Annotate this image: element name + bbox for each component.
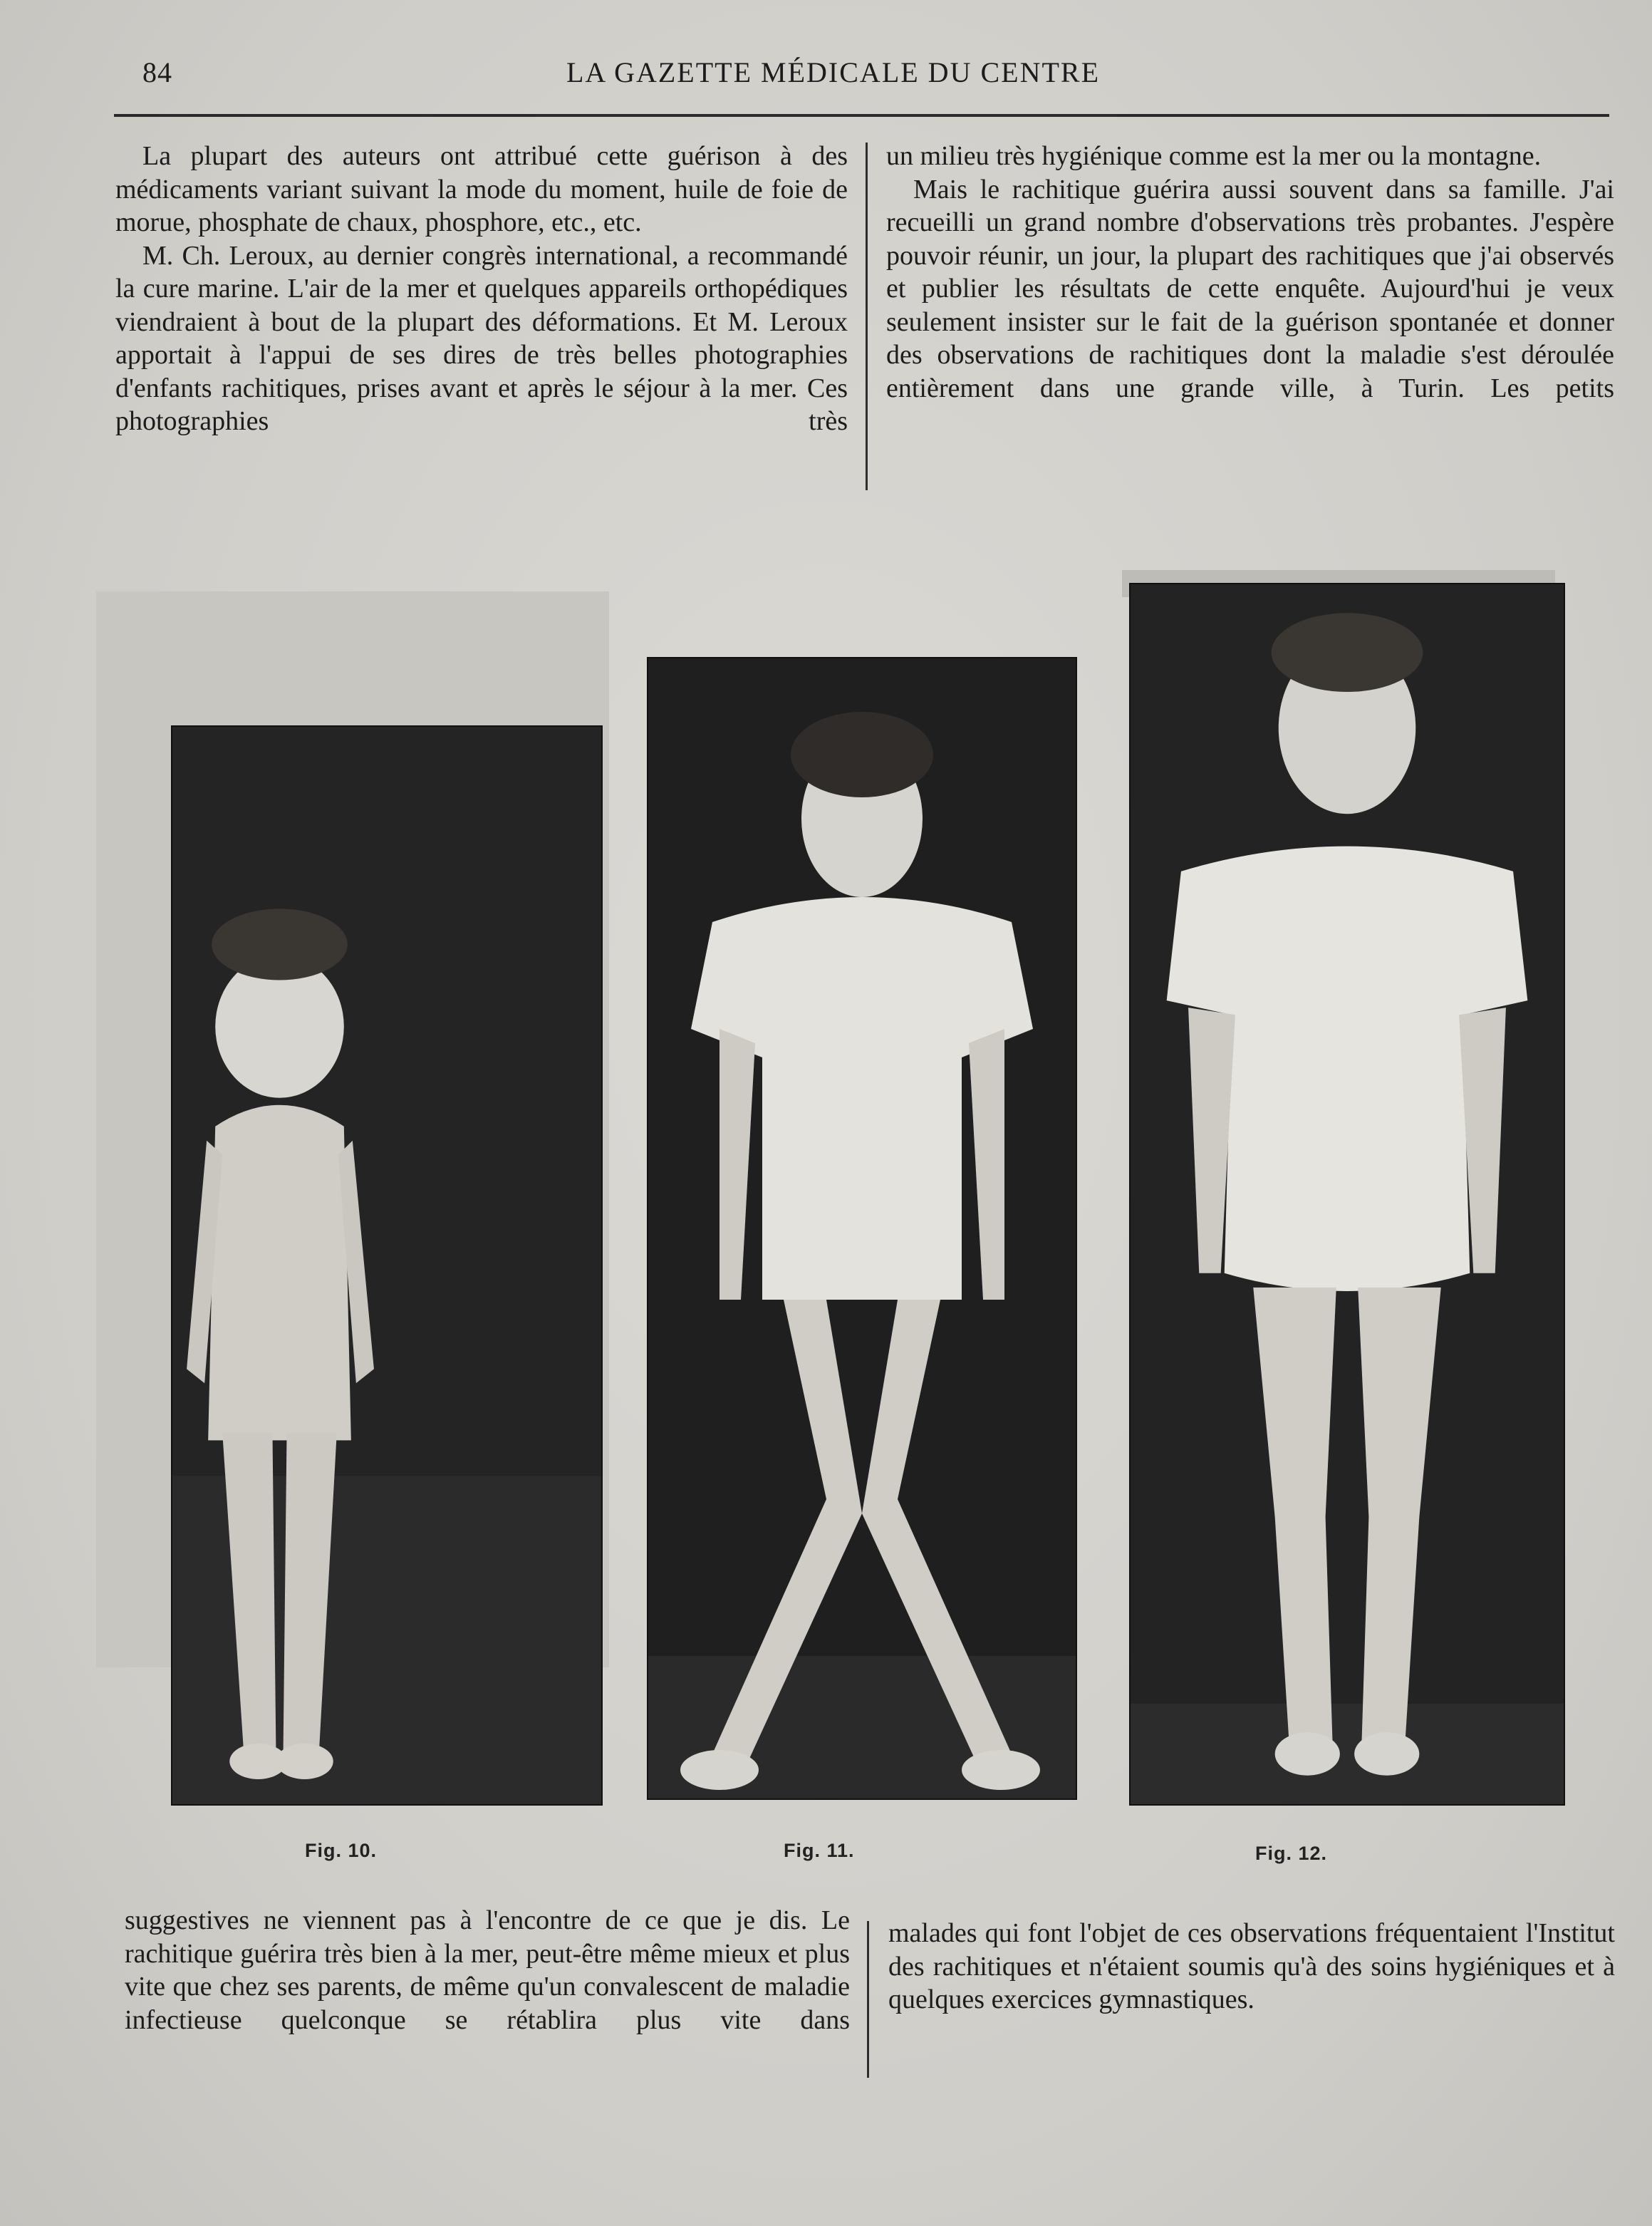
paragraph: suggestives ne viennent pas à l'encontre de ce que je dis. Le rachitique guérira très bien à la mer, peut-être même mieux et plus vite que chez ses parents, de même qu'un convalescent de maladie infectieuse quelconque se rétablira plus vite dans xyxy=(125,1905,850,2035)
bottom-left-column xyxy=(125,1904,850,2036)
paragraph: Mais le rachitique guérira aussi souvent dans sa famille. J'ai recueilli un grand nombre d'observations très probantes. J'espère pouvoir réunir, un jour, la plupart des rachitiques que j'ai observés et publier les résultats de cette enquête. Aujourd'hui je veux seulement insister sur le fait de la guérison spontanée et donner des observations de rachitiques dont la maladie s'est déroulée entièrement dans une grande ville, à Turin. Les petits xyxy=(886,174,1614,403)
top-left-column xyxy=(115,140,848,438)
top-right-column xyxy=(886,140,1614,405)
bottom-right-column xyxy=(888,1917,1615,2017)
paragraph: La plupart des auteurs ont attribué cette guérison à des médicaments variant suivant la mode du moment, huile de foie de morue, phosphate de chaux, phosphore, etc., etc. xyxy=(115,141,848,237)
figure-12-caption: Fig. 12. xyxy=(1255,1843,1328,1864)
figure-10-photo xyxy=(171,725,603,1806)
page-header xyxy=(142,56,1609,98)
header-rule xyxy=(114,114,1609,117)
running-title: LA GAZETTE MÉDICALE DU CENTRE xyxy=(566,56,1100,88)
figure-10-caption: Fig. 10. xyxy=(305,1840,378,1861)
child-figure-illustration xyxy=(648,658,1076,1798)
column-divider xyxy=(867,1921,869,2078)
paragraph: M. Ch. Leroux, au dernier congrès international, a recommandé la cure marine. L'air de la mer et quelques appareils orthopédiques viendraient à bout de la plupart des déformations. Et M. Leroux apportait à l'appui de ses dires de très belles photographies d'enfants rachitiques, prises avant et après le séjour à la mer. Ces photographies très xyxy=(115,240,848,436)
page-number: 84 xyxy=(142,56,172,88)
column-divider xyxy=(866,143,868,490)
figure-12-photo xyxy=(1129,583,1565,1806)
child-figure-illustration xyxy=(172,727,601,1804)
figure-11-photo xyxy=(647,657,1077,1800)
paragraph: malades qui font l'objet de ces observations fréquentaient l'Institut des rachitiques et n'étaient soumis qu'à des soins hygiéniques et à quelques exercices gymnastiques. xyxy=(888,1918,1615,2014)
figure-11-caption: Fig. 11. xyxy=(784,1840,855,1861)
paragraph: un milieu très hygiénique comme est la mer ou la montagne. xyxy=(886,141,1542,171)
child-figure-illustration xyxy=(1131,584,1564,1804)
